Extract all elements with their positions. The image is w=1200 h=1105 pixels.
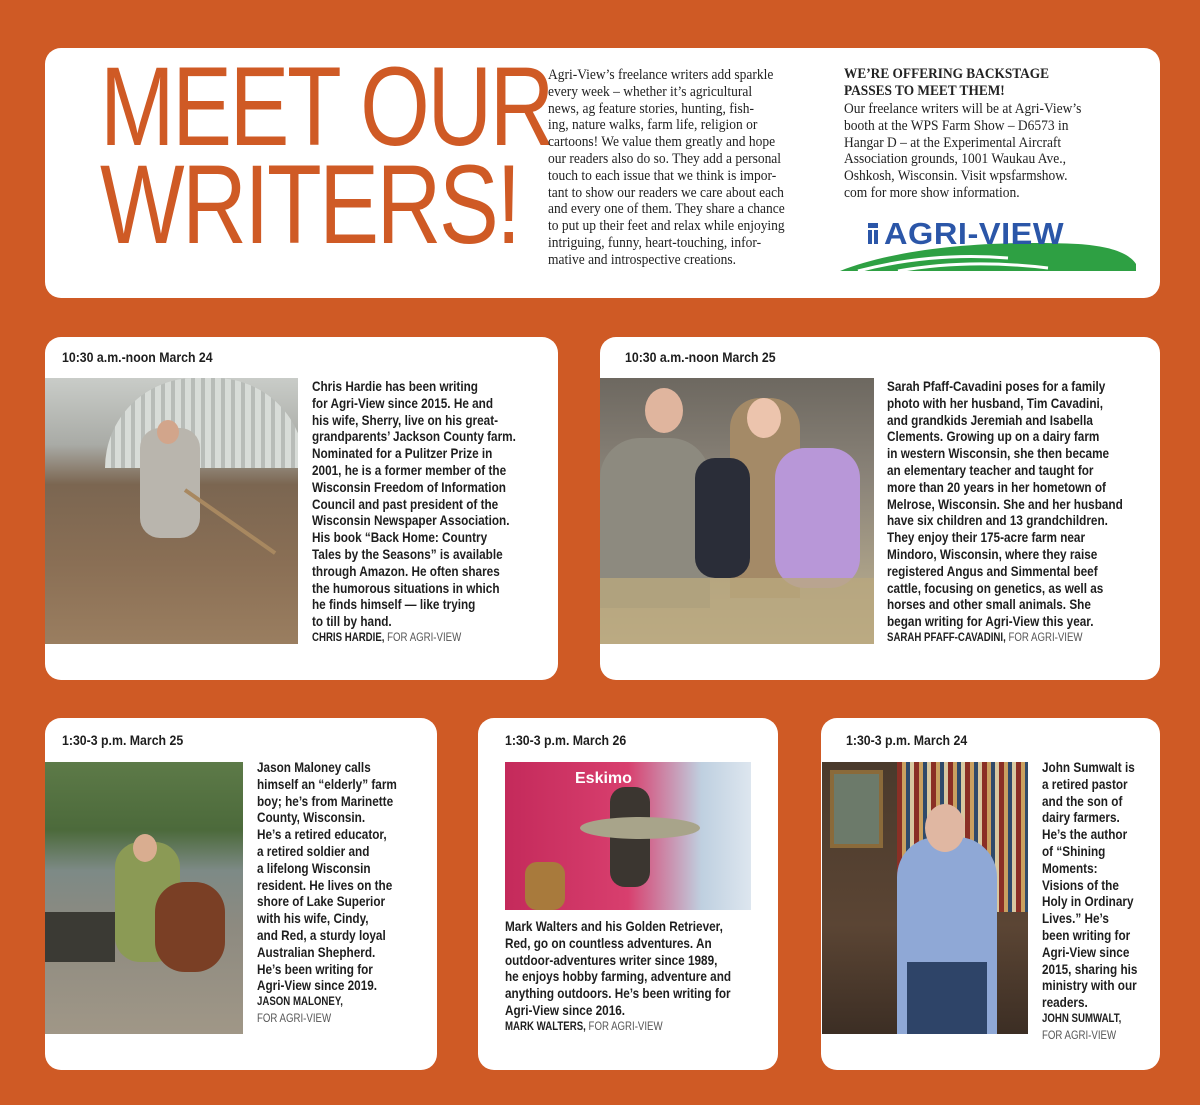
bio-line: Lives.” He’s <box>1042 910 1109 927</box>
bio-line: his wife, Sherry, live on his great- <box>312 411 499 428</box>
bio-line: more than 20 years in her hometown of <box>887 478 1106 495</box>
bio-line: Jason Maloney calls <box>257 759 371 775</box>
bio-line: Nominated for a Pulitzer Prize in <box>312 445 493 462</box>
intro-text <box>548 67 785 269</box>
bio-line: have six children and 13 grandchildren. <box>887 512 1108 529</box>
bio-line: John Sumwalt is <box>1042 759 1135 775</box>
bio-line: himself an “elderly” farm <box>257 775 397 792</box>
bio-line: They enjoy their 175-acre farm near <box>887 529 1086 546</box>
bio-line: resident. He lives on the <box>257 876 393 893</box>
credit-name: MARK WALTERS, <box>505 1020 586 1033</box>
bio-line: anything outdoors. He’s been writing for <box>505 985 731 1002</box>
backstage-line: Oshkosh, Wisconsin. Visit wpsfarmshow. <box>844 168 1068 185</box>
bio-line: He’s the author <box>1042 826 1128 843</box>
bio-line: shore of Lake Superior <box>257 893 386 910</box>
bio-line: He’s a retired educator, <box>257 826 387 843</box>
bio-line: Australian Shepherd. <box>257 943 376 960</box>
bio-line: Agri-View since 2016. <box>505 1001 626 1018</box>
bio-line: Wisconsin Freedom of Information <box>312 478 506 495</box>
photo-credit <box>1042 1011 1137 1045</box>
session-time: 10:30 a.m.-noon March 24 <box>62 349 213 365</box>
bio-line: a retired soldier and <box>257 842 370 859</box>
bio-line: cattle, focusing on genetics, as well as <box>887 579 1104 596</box>
intro-line: ing, nature walks, farm life, religion or <box>548 117 758 134</box>
photo-john-sumwalt-library <box>822 762 1028 1034</box>
bio-line: Melrose, Wisconsin. She and her husband <box>887 495 1123 512</box>
writer-bio-jason-maloney <box>257 759 397 1028</box>
title-line: MEET OUR <box>100 44 553 169</box>
bio-line: an elementary teacher and taught for <box>887 461 1094 478</box>
intro-line: cartoons! We value them greatly and hope <box>548 134 776 151</box>
bio-line: grandparents’ Jackson County farm. <box>312 428 516 445</box>
bio-line: He’s been writing for <box>257 960 373 977</box>
title-line: WRITERS! <box>100 142 519 267</box>
bio-line: he finds himself — like trying <box>312 596 476 613</box>
intro-line: news, ag feature stories, hunting, fish- <box>548 100 754 117</box>
bio-line: Mark Walters and his Golden Retriever, <box>505 918 723 934</box>
bio-line: Agri-View since <box>1042 943 1130 960</box>
photo-credit <box>257 994 397 1028</box>
credit-org: FOR AGRI-VIEW <box>1005 631 1083 644</box>
bio-line: horses and other small animals. She <box>887 596 1091 613</box>
session-time: 10:30 a.m.-noon March 25 <box>625 349 776 365</box>
credit-name: JASON MALONEY, <box>257 996 343 1009</box>
bio-line: to till by hand. <box>312 613 392 630</box>
intro-line: touch to each issue that we think is impor- <box>548 167 777 184</box>
photo-credit <box>312 630 516 647</box>
backstage-line: Association grounds, 1001 Waukau Ave., <box>844 151 1067 168</box>
bio-line: a retired pastor <box>1042 775 1128 792</box>
photo-mark-walters-fish <box>505 762 751 910</box>
logo-text: AGRI-VIEW <box>884 216 1065 251</box>
bio-line: Clements. Growing up on a dairy farm <box>887 428 1100 445</box>
bio-line: in western Wisconsin, she then became <box>887 445 1110 462</box>
intro-line: every week – whether it’s agricultural <box>548 83 753 100</box>
bio-line: a lifelong Wisconsin <box>257 859 371 876</box>
photo-credit <box>887 630 1123 647</box>
session-time: 1:30-3 p.m. March 24 <box>846 732 968 748</box>
backstage-line: Hangar D – at the Experimental Aircraft <box>844 134 1062 151</box>
bio-line: photo with her husband, Tim Cavadini, <box>887 394 1104 411</box>
bio-line: Wisconsin Newspaper Association. <box>312 512 510 529</box>
backstage-line: com for more show information. <box>844 184 1020 201</box>
bio-line: been writing for <box>1042 926 1131 943</box>
bio-line: Chris Hardie has been writing <box>312 378 478 394</box>
writer-bio-sarah-pfaff-cavadini <box>887 378 1123 647</box>
backstage-heading-line: WE’RE OFFERING BACKSTAGE <box>844 66 1050 82</box>
writer-bio-chris-hardie <box>312 378 516 647</box>
bio-line: and the son of <box>1042 792 1123 809</box>
intro-line: our readers also do so. They add a personal <box>548 150 782 167</box>
photo-sarah-pfaff-cavadini-family <box>600 378 874 644</box>
bio-line: Council and past president of the <box>312 495 499 512</box>
credit-name: CHRIS HARDIE, <box>312 631 385 644</box>
bio-line: and grandkids Jeremiah and Isabella <box>887 411 1093 428</box>
bio-line: ministry with our <box>1042 977 1137 994</box>
bio-line: dairy farmers. <box>1042 809 1120 826</box>
bio-line: outdoor-adventures writer since 1989, <box>505 951 718 968</box>
bio-line: and Red, a sturdy loyal <box>257 926 386 943</box>
bio-line: registered Angus and Simmental beef <box>887 562 1098 579</box>
credit-org: FOR AGRI-VIEW <box>1042 1029 1117 1042</box>
bio-line: began writing for Agri-View this year. <box>887 613 1094 630</box>
credit-name: JOHN SUMWALT, <box>1042 1012 1122 1025</box>
bio-line: Agri-View since 2019. <box>257 977 378 994</box>
backstage-heading <box>844 66 1049 100</box>
bio-line: Moments: <box>1042 859 1098 876</box>
credit-org: FOR AGRI-VIEW <box>257 1012 332 1025</box>
credit-name: SARAH PFAFF-CAVADINI, <box>887 631 1006 644</box>
bio-line: through Amazon. He often shares <box>312 562 500 579</box>
intro-line: mative and introspective creations. <box>548 251 736 268</box>
bio-line: of “Shining <box>1042 842 1106 859</box>
bio-line: County, Wisconsin. <box>257 809 366 826</box>
intro-line: tant to show our readers we care about each <box>548 184 784 201</box>
bio-line: His book “Back Home: Country <box>312 529 488 546</box>
bio-line: Holy in Ordinary <box>1042 893 1134 910</box>
intro-line: intriguing, funny, heart-touching, infor- <box>548 234 762 251</box>
intro-line: to put up their feet and relax while enjoying <box>548 218 785 235</box>
writer-bio-john-sumwalt <box>1042 759 1137 1045</box>
session-time: 1:30-3 p.m. March 25 <box>62 732 184 748</box>
intro-line: Agri-View’s freelance writers add sparkle <box>548 67 774 83</box>
bio-line: with his wife, Cindy, <box>257 910 369 927</box>
bio-line: Visions of the <box>1042 876 1119 893</box>
backstage-line: booth at the WPS Farm Show – D6573 in <box>844 117 1069 134</box>
photo-credit <box>505 1019 731 1036</box>
intro-line: and every one of them. They share a chance <box>548 201 785 218</box>
bio-line: 2001, he is a former member of the <box>312 461 507 478</box>
bio-line: Sarah Pfaff-Cavadini poses for a family <box>887 378 1106 394</box>
bio-line: the humorous situations in which <box>312 579 500 596</box>
bio-line: for Agri-View since 2015. He and <box>312 394 494 411</box>
credit-org: FOR AGRI-VIEW <box>585 1020 663 1033</box>
bio-line: Tales by the Seasons” is available <box>312 545 503 562</box>
photo-sign-text: Eskimo <box>575 770 632 787</box>
bio-line: boy; he’s from Marinette <box>257 792 394 809</box>
backstage-heading-line: PASSES TO MEET THEM! <box>844 82 1005 99</box>
agri-view-logo <box>838 218 1138 274</box>
bio-line: readers. <box>1042 994 1088 1011</box>
backstage-text <box>844 101 1081 202</box>
writer-bio-mark-walters <box>505 918 731 1036</box>
bio-line: Red, go on countless adventures. An <box>505 934 712 951</box>
photo-chris-hardie-tilling <box>45 378 298 644</box>
bio-line: 2015, sharing his <box>1042 960 1138 977</box>
bio-line: Mindoro, Wisconsin, where they raise <box>887 545 1098 562</box>
session-time: 1:30-3 p.m. March 26 <box>505 732 627 748</box>
photo-jason-maloney-dog <box>45 762 243 1034</box>
page-title <box>100 44 553 267</box>
bio-line: he enjoys hobby farming, adventure and <box>505 968 732 985</box>
credit-org: FOR AGRI-VIEW <box>384 631 462 644</box>
backstage-line: Our freelance writers will be at Agri-View’s <box>844 101 1082 117</box>
